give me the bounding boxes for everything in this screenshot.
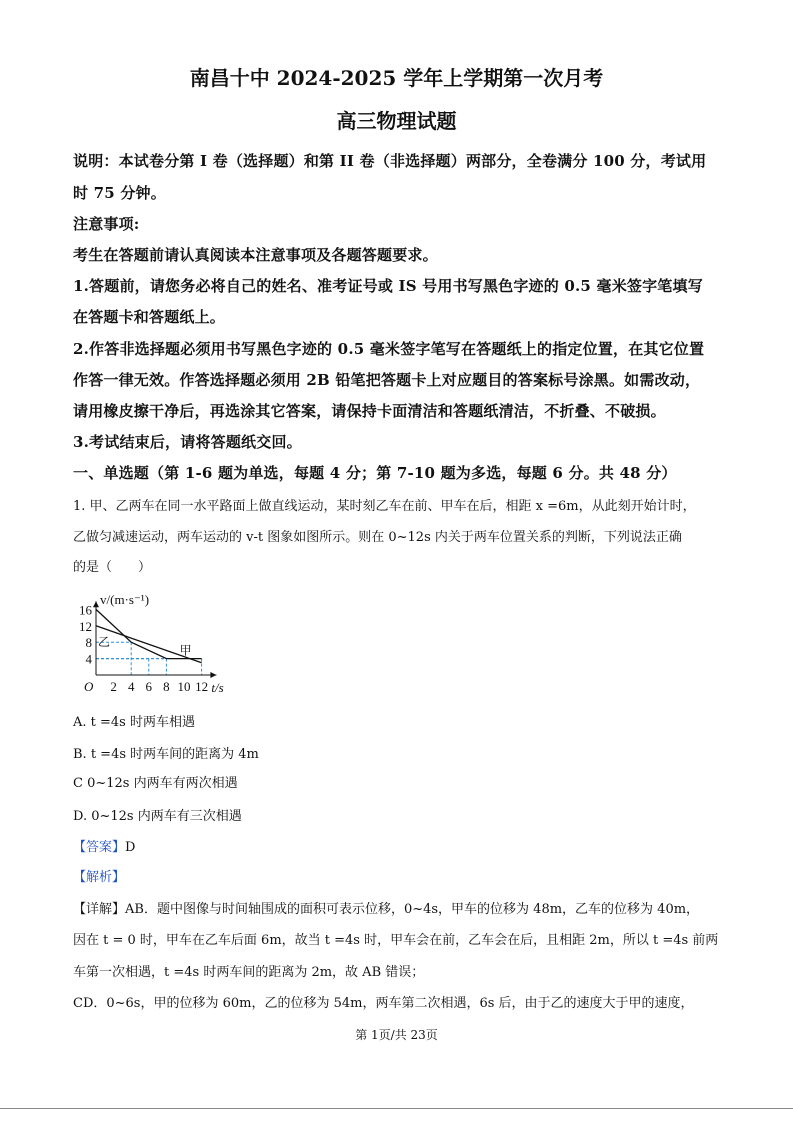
x-axis-label: t/s — [211, 680, 224, 695]
bottom-rule — [0, 1108, 793, 1109]
option-c: C 0~12s 内两车有两次相遇 — [73, 776, 238, 791]
y-tick-label-0: 4 — [85, 651, 92, 667]
notice-item-2-line-1: 2.作答非选择题必须用书写黑色字迹的 0.5 毫米签字笔写在答题纸上的指定位置，在其它位置 — [73, 340, 705, 358]
notice-item-1-line-2: 在答题卡和答题纸上。 — [73, 308, 226, 326]
y-tick-label-2: 12 — [79, 618, 92, 634]
option-b: B. t =4s 时两车间的距离为 4m — [73, 747, 259, 762]
detail-line-2: 因在 t = 0 时，甲车在乙车后面 6m，故当 t =4s 时，甲车会在前，乙车会在后，且相距 2m，所以 t =4s 前两 — [73, 933, 719, 948]
x-tick-label-2: 6 — [145, 679, 153, 694]
option-d: D. 0~12s 内两车有三次相遇 — [73, 809, 242, 824]
detail-line-4: CD．0~6s，甲的位移为 60m，乙的位移为 54m，两车第二次相遇，6s 后，由于乙的速度大于甲的速度， — [73, 996, 694, 1011]
question-1-stem-line-3: 的是（ ） — [73, 560, 152, 575]
notice-item-3: 3.考试结束后，请将答题纸交回。 — [73, 433, 302, 451]
answer-value: D — [125, 840, 136, 855]
series-label-jia: 甲 — [179, 643, 192, 658]
notice-intro: 考生在答题前请认真阅读本注意事项及各题答题要求。 — [73, 246, 438, 264]
origin-label: O — [84, 679, 94, 694]
series-label-yi: 乙 — [98, 635, 111, 650]
y-tick-label-1: 8 — [85, 635, 92, 651]
notice-item-1-line-1: 1.答题前，请您务必将自己的姓名、准考证号或 IS 号用书写黑色字迹的 0.5 毫米签字笔填写 — [73, 277, 703, 295]
x-tick-label-1: 4 — [127, 679, 135, 694]
y-axis-label: v/(m·s⁻¹) — [100, 592, 150, 608]
notice-item-2-line-3: 请用橡皮擦干净后，再选涂其它答案，请保持卡面清洁和答题纸清洁，不折叠、不破损。 — [73, 402, 666, 420]
analysis-label: 【解析】 — [73, 870, 126, 885]
notice-title: 注意事项: — [73, 215, 140, 233]
question-1-stem-line-2: 乙做匀减速运动，两车运动的 v-t 图象如图所示。则在 0~12s 内关于两车位置关系的判断，下列说法正确 — [73, 530, 682, 545]
vt-graph — [72, 580, 242, 698]
page-number: 第 1页/共 23页 — [355, 1028, 438, 1042]
section-heading: 一、单选题（第 1-6 题为单选，每题 4 分；第 7-10 题为多选，每题 6 分。共 48 分） — [73, 464, 677, 482]
detail-line-3: 车第一次相遇，t =4s 时两车间的距离为 2m，故 AB 错误； — [73, 965, 425, 980]
answer-line — [73, 836, 135, 855]
x-axis-arrow — [210, 672, 216, 678]
exam-title: 南昌十中 2024-2025 学年上学期第一次月考 — [189, 66, 604, 90]
answer-label: 【答案】 — [73, 840, 126, 855]
question-1-stem-line-1: 1. 甲、乙两车在同一水平路面上做直线运动，某时刻乙车在前、甲车在后，相距 x =6m，从此刻开始计时， — [73, 499, 696, 514]
y-axis-arrow — [93, 601, 99, 607]
instructions-line-2: 时 75 分钟。 — [73, 184, 166, 202]
x-tick-label-3: 8 — [163, 679, 170, 694]
y-tick-label-3: 16 — [79, 602, 92, 618]
x-tick-label-4: 10 — [177, 679, 191, 694]
x-tick-label-5: 12 — [195, 679, 209, 694]
x-tick-label-0: 2 — [110, 679, 117, 694]
exam-subtitle: 高三物理试题 — [336, 109, 457, 133]
detail-line-1: 【详解】AB．题中图像与时间轴围成的面积可表示位移，0~4s，甲车的位移为 48m，乙车的位移为 40m， — [73, 902, 700, 917]
notice-item-2-line-2: 作答一律无效。作答选择题必须用 2B 铅笔把答题卡上对应题目的答案标号涂黑。如需改动， — [73, 371, 701, 389]
instructions-line-1: 说明：本试卷分第 I 卷（选择题）和第 II 卷（非选择题）两部分，全卷满分 100 分，考试用 — [73, 152, 707, 170]
option-a: A. t =4s 时两车相遇 — [73, 715, 195, 730]
